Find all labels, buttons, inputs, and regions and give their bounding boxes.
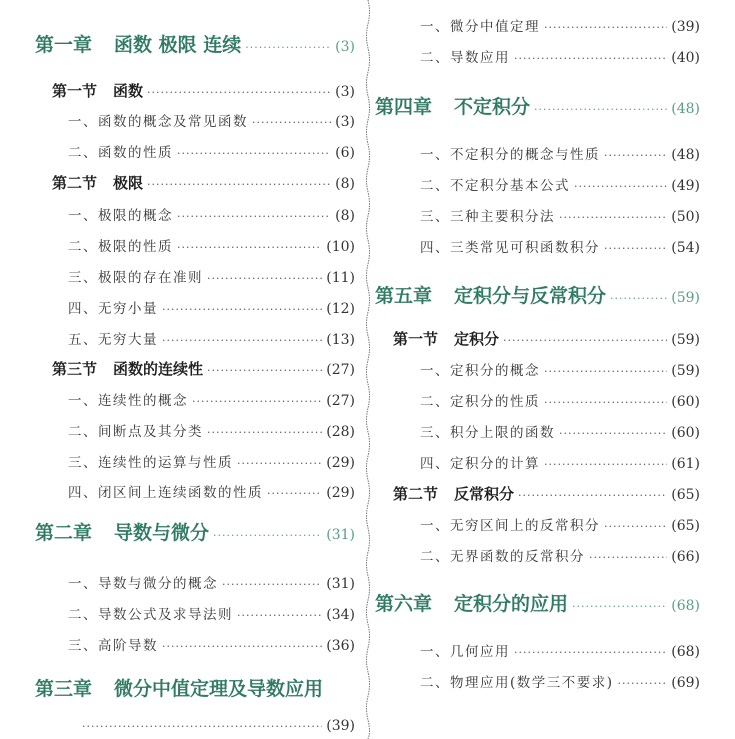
toc-item-label xyxy=(68,235,173,255)
toc-item-label xyxy=(420,452,540,472)
page-number: (50) xyxy=(671,209,700,225)
toc-item-title: 三、连续性的运算与性质 xyxy=(68,455,233,471)
leader-dots xyxy=(177,210,331,223)
toc-item-title: 四、无穷小量 xyxy=(68,301,158,317)
toc-item-title: 二、不定积分基本公式 xyxy=(420,178,570,194)
toc-item-title: 二、间断点及其分类 xyxy=(68,424,203,440)
page-number: (65) xyxy=(671,487,700,503)
toc-chapter-number: 第六章 xyxy=(375,593,433,615)
toc-item-title: 二、导数公式及求导法则 xyxy=(68,607,233,623)
toc-chapter[interactable] xyxy=(375,92,700,119)
page-number: (6) xyxy=(335,145,355,161)
leader-dots xyxy=(213,529,322,542)
toc-item[interactable] xyxy=(420,514,700,534)
leader-dots xyxy=(518,489,667,502)
toc-chapter-title: 定积分的应用 xyxy=(454,593,569,615)
leader-dots xyxy=(82,720,322,733)
toc-item-title: 三、积分上限的函数 xyxy=(420,425,555,441)
toc-chapter-label xyxy=(35,30,241,57)
toc-item[interactable] xyxy=(68,420,355,440)
toc-item[interactable] xyxy=(68,603,355,623)
toc-item-label xyxy=(420,143,600,163)
leader-dots xyxy=(222,578,322,591)
page-number: (68) xyxy=(671,598,700,614)
leader-dots xyxy=(192,395,322,408)
page-number: (40) xyxy=(671,50,700,66)
page-number: (28) xyxy=(326,424,355,440)
toc-section-number: 第二节 xyxy=(52,174,98,192)
toc-item-label xyxy=(68,420,203,440)
toc-item[interactable] xyxy=(68,141,355,161)
leader-dots xyxy=(177,241,322,254)
leader-dots xyxy=(574,180,667,193)
toc-item-title: 一、定积分的概念 xyxy=(420,363,540,379)
toc-item-label xyxy=(420,640,510,660)
page-number: (12) xyxy=(326,301,355,317)
toc-chapter-label xyxy=(35,674,323,701)
toc-item-title: 一、函数的概念及常见函数 xyxy=(68,114,248,130)
toc-section[interactable] xyxy=(393,328,700,349)
toc-item[interactable] xyxy=(68,235,355,255)
toc-item[interactable] xyxy=(420,174,700,194)
leader-dots xyxy=(534,103,667,116)
page-number: (66) xyxy=(671,549,700,565)
toc-item[interactable] xyxy=(68,634,355,654)
toc-chapter-title: 不定积分 xyxy=(454,96,531,118)
toc-chapter-number: 第二章 xyxy=(35,522,93,544)
page-number: (69) xyxy=(671,675,700,691)
toc-item-title: 四、闭区间上连续函数的性质 xyxy=(68,485,263,501)
leader-dots xyxy=(618,677,668,690)
leader-dots xyxy=(207,364,322,377)
toc-item-label xyxy=(420,390,540,410)
page-number: (34) xyxy=(326,607,355,623)
toc-item-label xyxy=(68,451,233,471)
page-number: (68) xyxy=(671,644,700,660)
toc-item-label xyxy=(68,110,248,130)
toc-section[interactable] xyxy=(52,172,355,193)
page-number: (59) xyxy=(671,363,700,379)
toc-item[interactable] xyxy=(68,481,355,501)
toc-chapter-title: 定积分与反常积分 xyxy=(454,285,607,307)
toc-section-number: 第二节 xyxy=(393,485,439,503)
leader-dots xyxy=(267,487,322,500)
leader-dots xyxy=(559,211,667,224)
toc-item-label xyxy=(420,46,510,66)
toc-section[interactable] xyxy=(52,358,355,379)
leader-dots xyxy=(177,147,331,160)
toc-item-title: 一、不定积分的概念与性质 xyxy=(420,147,600,163)
wavy-divider xyxy=(364,0,372,739)
toc-item[interactable] xyxy=(420,545,700,565)
page-number: (8) xyxy=(335,176,355,192)
leader-dots xyxy=(162,303,322,316)
page-number: (3) xyxy=(335,114,355,130)
toc-item[interactable] xyxy=(420,15,700,35)
toc-item-label xyxy=(420,205,555,225)
toc-item-title: 二、无界函数的反常积分 xyxy=(420,549,585,565)
page-number: (49) xyxy=(671,178,700,194)
leader-dots xyxy=(514,52,667,65)
toc-item-title: 四、定积分的计算 xyxy=(420,456,540,472)
toc-item-label xyxy=(420,174,570,194)
toc-item-title: 四、三类常见可积函数积分 xyxy=(420,240,600,256)
page-number: (11) xyxy=(326,270,355,286)
toc-section-number: 第一节 xyxy=(393,330,439,348)
page-number: (60) xyxy=(671,394,700,410)
leader-dots xyxy=(610,292,667,305)
page-number: (8) xyxy=(335,208,355,224)
toc-item-label xyxy=(68,328,158,348)
toc-chapter-number: 第一章 xyxy=(35,34,93,56)
toc-item[interactable] xyxy=(78,718,355,734)
toc-item-label xyxy=(68,481,263,501)
page-number: (29) xyxy=(326,455,355,471)
leader-dots xyxy=(245,41,331,54)
page-number: (3) xyxy=(335,84,355,100)
leader-dots xyxy=(544,396,667,409)
toc-item-label xyxy=(68,603,233,623)
toc-section-label xyxy=(52,358,203,379)
toc-chapter[interactable] xyxy=(35,674,355,701)
leader-dots xyxy=(572,600,667,613)
page-number: (59) xyxy=(671,332,700,348)
leader-dots xyxy=(162,334,322,347)
toc-item-label xyxy=(420,671,614,691)
toc-chapter-number: 第三章 xyxy=(35,678,93,700)
toc-chapter-title: 导数与微分 xyxy=(114,522,210,544)
toc-section-label xyxy=(52,172,143,193)
toc-item-title: 三、三种主要积分法 xyxy=(420,209,555,225)
page-number: (13) xyxy=(326,332,355,348)
toc-item-title: 五、无穷大量 xyxy=(68,332,158,348)
toc-section[interactable] xyxy=(52,80,355,101)
toc-item-label xyxy=(68,297,158,317)
page-number: (36) xyxy=(326,638,355,654)
leader-dots xyxy=(237,457,322,470)
page-number: (31) xyxy=(326,527,355,543)
leader-dots xyxy=(503,334,667,347)
toc-item-label xyxy=(420,514,600,534)
toc-item[interactable] xyxy=(420,640,700,660)
leader-dots xyxy=(604,242,667,255)
leader-dots xyxy=(544,365,667,378)
leader-dots xyxy=(604,149,667,162)
leader-dots xyxy=(162,640,322,653)
toc-item-label xyxy=(68,204,173,224)
toc-section-title: 函数 xyxy=(113,82,144,100)
leader-dots xyxy=(207,272,322,285)
leader-dots xyxy=(544,21,667,34)
toc-item[interactable] xyxy=(68,572,355,592)
toc-section-number: 第三节 xyxy=(52,360,98,378)
leader-dots xyxy=(252,116,331,129)
leader-dots xyxy=(589,551,667,564)
toc-chapter-title: 函数 极限 连续 xyxy=(114,34,242,56)
leader-dots xyxy=(237,609,322,622)
page-number: (29) xyxy=(326,485,355,501)
toc-item[interactable] xyxy=(68,266,355,286)
toc-chapter-label xyxy=(375,92,530,119)
toc-item-label xyxy=(420,15,540,35)
toc-item-label xyxy=(420,421,555,441)
toc-chapter[interactable] xyxy=(375,281,700,308)
page-number: (39) xyxy=(326,718,355,734)
toc-section-title: 反常积分 xyxy=(454,485,515,503)
leader-dots xyxy=(207,426,322,439)
toc-item[interactable] xyxy=(420,390,700,410)
toc-item-title: 二、导数应用 xyxy=(420,50,510,66)
toc-chapter[interactable] xyxy=(35,30,355,57)
page-number: (60) xyxy=(671,425,700,441)
toc-item[interactable] xyxy=(68,297,355,317)
toc-section-label xyxy=(393,328,499,349)
toc-item-label xyxy=(68,266,203,286)
toc-chapter-label xyxy=(35,518,209,545)
page-number: (31) xyxy=(326,576,355,592)
toc-item[interactable] xyxy=(68,451,355,471)
toc-item-title: 一、导数与微分的概念 xyxy=(68,576,218,592)
toc-chapter-title: 微分中值定理及导数应用 xyxy=(114,678,324,700)
toc-item[interactable] xyxy=(420,236,700,256)
toc-item-title: 一、无穷区间上的反常积分 xyxy=(420,518,600,534)
toc-item-title: 二、极限的性质 xyxy=(68,239,173,255)
page-number: (59) xyxy=(671,290,700,306)
leader-dots xyxy=(514,646,667,659)
toc-item[interactable] xyxy=(68,389,355,409)
page-number: (27) xyxy=(326,393,355,409)
toc-item-title: 三、高阶导数 xyxy=(68,638,158,654)
toc-item-label xyxy=(68,141,173,161)
toc-chapter-number: 第四章 xyxy=(375,96,433,118)
leader-dots xyxy=(147,178,331,191)
page-number: (48) xyxy=(671,147,700,163)
toc-item-title: 一、连续性的概念 xyxy=(68,393,188,409)
toc-chapter-number: 第五章 xyxy=(375,285,433,307)
toc-item-title: 一、微分中值定理 xyxy=(420,19,540,35)
toc-item-label xyxy=(68,389,188,409)
leader-dots xyxy=(604,520,667,533)
toc-item-title: 一、极限的概念 xyxy=(68,208,173,224)
leader-dots xyxy=(544,458,667,471)
page-number: (61) xyxy=(671,456,700,472)
toc-item-title: 三、极限的存在准则 xyxy=(68,270,203,286)
toc-section-label xyxy=(393,483,514,504)
toc-section-title: 函数的连续性 xyxy=(113,360,204,378)
toc-chapter-label xyxy=(375,281,606,308)
page-number: (10) xyxy=(326,239,355,255)
toc-item-label xyxy=(68,634,158,654)
toc-chapter[interactable] xyxy=(35,518,355,545)
toc-item-title: 二、物理应用(数学三不要求) xyxy=(420,675,614,691)
toc-item-label xyxy=(420,359,540,379)
toc-item-label xyxy=(420,236,600,256)
toc-item[interactable] xyxy=(420,671,700,691)
toc-chapter-label xyxy=(375,589,568,616)
toc-item[interactable] xyxy=(68,204,355,224)
toc-item[interactable] xyxy=(420,421,700,441)
toc-item-title: 二、定积分的性质 xyxy=(420,394,540,410)
page-number: (39) xyxy=(671,19,700,35)
toc-section[interactable] xyxy=(393,483,700,504)
toc-item[interactable] xyxy=(68,110,355,130)
toc-item[interactable] xyxy=(420,359,700,379)
toc-item[interactable] xyxy=(420,46,700,66)
page-number: (54) xyxy=(671,240,700,256)
toc-item[interactable] xyxy=(68,328,355,348)
page-number: (3) xyxy=(335,39,355,55)
toc-item-label xyxy=(68,572,218,592)
page-number: (48) xyxy=(671,101,700,117)
page-number: (65) xyxy=(671,518,700,534)
toc-item[interactable] xyxy=(420,205,700,225)
toc-item[interactable] xyxy=(420,143,700,163)
toc-item-title: 一、几何应用 xyxy=(420,644,510,660)
toc-chapter[interactable] xyxy=(375,589,700,616)
toc-section-number: 第一节 xyxy=(52,82,98,100)
page-number: (27) xyxy=(326,362,355,378)
leader-dots xyxy=(559,427,667,440)
toc-section-title: 定积分 xyxy=(454,330,500,348)
toc-section-title: 极限 xyxy=(113,174,144,192)
toc-item-label xyxy=(420,545,585,565)
leader-dots xyxy=(147,86,331,99)
toc-item[interactable] xyxy=(420,452,700,472)
toc-section-label xyxy=(52,80,143,101)
toc-item-title: 二、函数的性质 xyxy=(68,145,173,161)
